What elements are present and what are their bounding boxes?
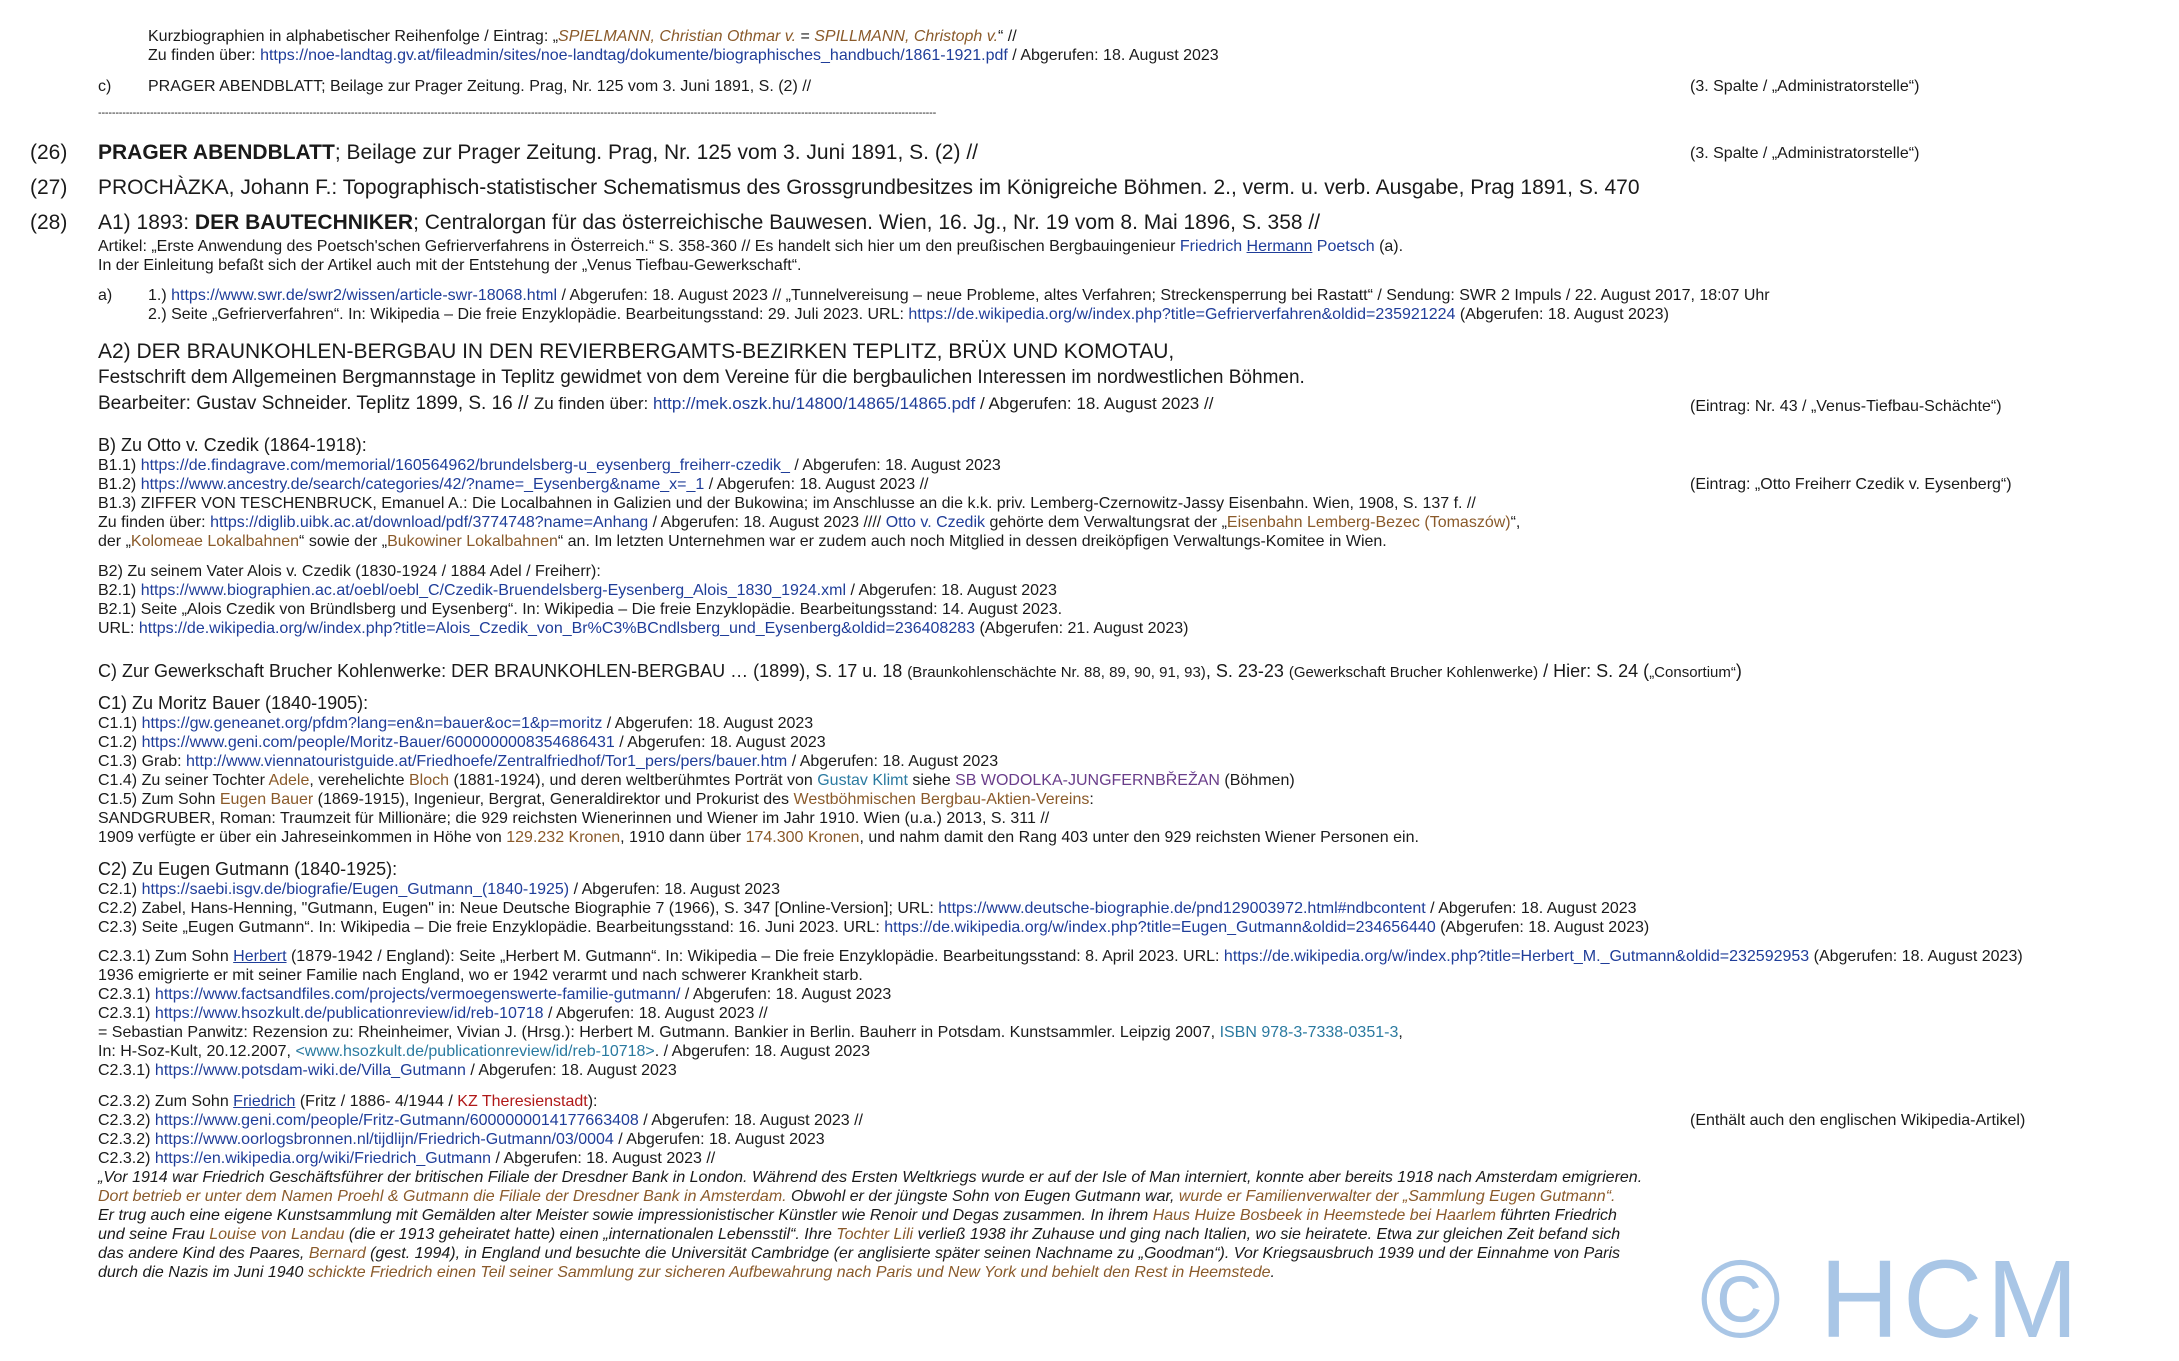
text: Artikel: „Erste Anwendung des Poetsch'schen Gefrierverfahrens in Österreich.“ S. 358-360 // Es handelt sich hier um den preußischen Bergbauingenieur [98, 238, 1180, 255]
text: Bernard [308, 1245, 366, 1262]
hcm-watermark: © HCM [1700, 1238, 2083, 1361]
entry-number-26: (26) [30, 141, 68, 164]
text: das andere Kind des Paares, [98, 1245, 309, 1262]
findagrave-link[interactable]: https://de.findagrave.com/memorial/160564962/brundelsberg-u_eysenberg_freiherr-czedik_ [140, 457, 790, 474]
text: , 1910 dann über [620, 829, 746, 846]
herbert-6 [98, 1042, 870, 1061]
ancestry-link[interactable]: https://www.ancestry.de/search/categories/42/?name=_Eysenberg&name_x=_1 [140, 476, 705, 493]
section-b-title: B) Zu Otto v. Czedik (1864-1918): [98, 435, 367, 455]
footnote-a-label: a) [98, 287, 113, 304]
bloch: Bloch [408, 772, 450, 789]
sb-wodolka-link[interactable]: SB WODOLKA-JUNGFERNBŘEŽAN [955, 772, 1220, 789]
entry-number-28: (28) [30, 211, 68, 234]
text: / Abgerufen: 18. August 2023 [846, 582, 1057, 599]
wiki-eugen-link[interactable]: https://de.wikipedia.org/w/index.php?title=Eugen_Gutmann&oldid=234656440 [884, 919, 1436, 936]
text: Louise von Landau [209, 1226, 345, 1243]
text: B1.2) [98, 476, 141, 493]
text: führten Friedrich [1495, 1207, 1617, 1224]
text: , S. 23-23 [1205, 661, 1289, 681]
text: In: H-Soz-Kult, 20.12.2007, [98, 1043, 296, 1060]
geni-fritz-link[interactable]: https://www.geni.com/people/Fritz-Gutmann/6000000014177663408 [154, 1112, 639, 1129]
text: C2.3.1) [98, 986, 155, 1003]
text: (Abgerufen: 18. August 2023) [1435, 919, 1650, 936]
text: (die er 1913 geheiratet hatte) einen „internationalen Lebensstil“. Ihre [344, 1226, 837, 1243]
text: wurde er Familienverwalter der „Sammlung Eugen Gutmann“. [1178, 1188, 1616, 1205]
b2-1 [98, 581, 1057, 600]
isbn-link[interactable]: ISBN 978-3-7338-0351-3 [1219, 1024, 1399, 1041]
text: C2.3.1) [98, 1005, 155, 1022]
friedrich-3 [98, 1130, 825, 1149]
text: (Gewerkschaft Brucher Kohlenwerke) [1288, 664, 1539, 681]
herbert-1 [98, 947, 2023, 966]
text: / Abgerufen: 18. August 2023 [1425, 900, 1637, 917]
text: Zu finden über: [98, 514, 211, 531]
text: Bearbeiter: Gustav Schneider. Teplitz 1899, S. 16 // [98, 393, 534, 414]
text: (Fritz / 1886- 4/1944 / [295, 1093, 458, 1110]
herbert-link[interactable]: Herbert [233, 948, 287, 965]
text: (gest. 1994), in England und besuchte die Universität Cambridge (er anglisierte später seinen Nachname zu „Goodman“). Vor Kriegsausbruch 1939 und der Einnahme von Paris [365, 1245, 1621, 1262]
eisenbahn-lemberg: Eisenbahn Lemberg-Bezec (Tomaszów) [1226, 514, 1511, 531]
wiki-alois-link[interactable]: https://de.wikipedia.org/w/index.php?title=Alois_Czedik_von_Br%C3%BCndlsberg_und_Eysenberg&oldid=236408283 [138, 620, 976, 637]
text: / Abgerufen: 18. August 2023 [680, 986, 892, 1003]
otto-czedik-link[interactable]: Otto v. Czedik [885, 514, 985, 531]
text: , und nahm damit den Rang 403 unter den 929 reichsten Wiener Personen ein. [859, 829, 1419, 846]
diglib-link[interactable]: https://diglib.uibk.ac.at/download/pdf/3774748?name=Anhang [210, 514, 649, 531]
b2-2: B2.1) Seite „Alois Czedik von Bründlsberg und Eysenberg“. In: Wikipedia – Die freie Enzyklopädie. Bearbeitungsstand: 14. August 2023. [98, 601, 1063, 618]
entry-27-text: PROCHÀZKA, Johann F.: Topographisch-statistischer Schematismus des Grossgrundbesitzes im Königreiche Böhmen. 2., verm. u. verb. Ausgabe, Prag 1891, S. 470 [98, 176, 1640, 199]
name-spielmann: SPIELMANN, Christian Othmar v. [558, 28, 797, 45]
einleitung-line: In der Einleitung befaßt sich der Artikel auch mit der Entstehung der „Venus Tiefbau-Gewerkschaft“. [98, 257, 802, 274]
text: B2.1) [98, 582, 141, 599]
biographien-link[interactable]: https://www.biographien.ac.at/oebl/oebl_C/Czedik-Bruendelsberg-Eysenberg_Alois_1830_1924.xml [140, 582, 846, 599]
text: 2.) Seite „Gefrierverfahren“. In: Wikipedia – Die freie Enzyklopädie. Bearbeitungsstand: 29. Juli 2023. URL: [148, 306, 909, 323]
text: verließ 1938 ihr Zuhause und ging nach Italien, wo sie heiratete. Etwa zur gleichen Zeit befand sich [913, 1226, 1621, 1243]
b1-2-right: (Eintrag: „Otto Freiherr Czedik v. Eysenberg“) [1690, 476, 2012, 493]
text: (Abgerufen: 18. August 2023) [1455, 306, 1669, 323]
artikel-line [98, 237, 1403, 256]
herbert-2: 1936 emigrierte er mit seiner Familie nach England, wo er 1942 verarmt und nach schwerer Krankheit starb. [98, 967, 863, 984]
c2-3 [98, 918, 1649, 937]
text: siehe [907, 772, 956, 789]
text: ) [1735, 661, 1742, 681]
text: ; Centralorgan für das österreichische Bauwesen. Wien, 16. Jg., Nr. 19 vom 8. Mai 1896, S. 358 // [413, 211, 1321, 234]
quote-4 [98, 1225, 1620, 1244]
text: / Abgerufen: 18. August 2023 [787, 753, 999, 770]
text: C) Zur Gewerkschaft Brucher Kohlenwerke: DER BRAUNKOHLEN-BERGBAU … (1899), S. 17 u. 18 [98, 661, 908, 681]
text: C2.3.2) Zum Sohn [98, 1093, 234, 1110]
quote-2 [98, 1187, 1615, 1206]
text: / Abgerufen: 18. August 2023 // [491, 1150, 716, 1167]
deutsche-biographie-link[interactable]: https://www.deutsche-biographie.de/pnd129003972.html#ndbcontent [938, 900, 1426, 917]
text: . [1270, 1264, 1275, 1281]
link-friedrich[interactable]: Friedrich [1179, 238, 1247, 255]
friedrich-link[interactable]: Friedrich [233, 1093, 296, 1110]
text: / Abgerufen: 18. August 2023 [465, 1062, 677, 1079]
b2-title: B2) Zu seinem Vater Alois v. Czedik (1830-1924 / 1884 Adel / Freiherr): [98, 563, 601, 580]
link-poetsch[interactable]: Poetsch [1312, 238, 1375, 255]
text: B1.1) [98, 457, 141, 474]
text: URL: [98, 620, 139, 637]
text: , verehelichte [309, 772, 409, 789]
text: / Abgerufen: 18. August 2023 // [704, 476, 929, 493]
gefrierverfahren-link[interactable]: https://de.wikipedia.org/w/index.php?title=Gefrierverfahren&oldid=235921224 [908, 306, 1456, 323]
text: C1.1) [98, 715, 142, 732]
noe-landtag-link[interactable]: https://noe-landtag.gv.at/fileadmin/sites/noe-landtag/dokumente/biographisches_handbuch/1861-1921.pdf [260, 47, 1008, 64]
swr-link[interactable]: https://www.swr.de/swr2/wissen/article-swr-18068.html [171, 287, 558, 304]
text: C1.5) Zum Sohn [98, 791, 220, 808]
text: und seine Frau [98, 1226, 210, 1243]
entry-26-right: (3. Spalte / „Administratorstelle“) [1690, 145, 1920, 162]
bukowiner: Bukowiner Lokalbahnen [387, 533, 558, 550]
text: C2.3.2) [98, 1131, 155, 1148]
text: (1879-1942 / England): Seite „Herbert M. Gutmann“. In: Wikipedia – Die freie Enzyklopädie. Bearbeitungsstand: 8. April 2023. URL: [286, 948, 1224, 965]
text: / Abgerufen: 18. August 2023 // „Tunnelvereisung – neue Probleme, altes Verfahren; Streckensperrung bei Rastatt“ / Sendung: SWR 2 Impuls / 22. August 2017, 18:07 Uhr [557, 287, 1770, 304]
text: / Abgerufen: 18. August 2023 //// [648, 514, 886, 531]
eugen-bauer: Eugen Bauer [219, 791, 314, 808]
oorlogsbronnen-link[interactable]: https://www.oorlogsbronnen.nl/tijdlijn/Friedrich-Gutmann/03/0004 [154, 1131, 614, 1148]
b1-1 [98, 456, 1001, 475]
geneanet-link[interactable]: https://gw.geneanet.org/pfdm?lang=en&n=bauer&oc=1&p=moritz [141, 715, 603, 732]
text: Tochter Lili [836, 1226, 914, 1243]
text: C2.3) Seite „Eugen Gutmann“. In: Wikipedia – Die freie Enzyklopädie. Bearbeitungsstand: 16. Juni 2023. URL: [98, 919, 885, 936]
text: , [1398, 1024, 1403, 1041]
text: C1.3) Grab: [98, 753, 187, 770]
factsandfiles-link[interactable]: https://www.factsandfiles.com/projects/vermoegenswerte-familie-gutmann/ [154, 986, 681, 1003]
kurzbiographien-line [148, 27, 1017, 46]
text: / Abgerufen: 18. August 2023 [613, 1131, 825, 1148]
footnote-a-1 [148, 286, 1770, 305]
text: “ an. Im letzten Unternehmen war er zudem auch noch Mitglied in dessen dreiköpfigen Verwaltungs-Komitee in Wien. [557, 533, 1387, 550]
text: ): [587, 1093, 598, 1110]
text: schickte Friedrich einen Teil seiner Sammlung zur sicheren Aufbewahrung nach Paris und New York und behielt den Rest in Heemstede [307, 1264, 1271, 1281]
quote-3 [98, 1206, 1617, 1225]
text: / Abgerufen: 18. August 2023 // [975, 394, 1214, 413]
text: . / Abgerufen: 18. August 2023 [654, 1043, 871, 1060]
text: Zu finden über: [148, 47, 261, 64]
name-spillmann: SPILLMANN, Christoph v. [814, 28, 999, 45]
c1-4 [98, 771, 1295, 790]
footnote-c-right: (3. Spalte / „Administratorstelle“) [1690, 78, 1920, 95]
text: / Abgerufen: 18. August 2023 // [543, 1005, 768, 1022]
text: / Abgerufen: 18. August 2023 [602, 715, 814, 732]
a2-line-2: Festschrift dem Allgemeinen Bergmannstage in Teplitz gewidmet von dem Vereine für die bergbaulichen Interessen im nordwestlichen Böhmen. [98, 367, 1305, 388]
text: A1) 1893: [98, 211, 195, 234]
c1-1 [98, 714, 813, 733]
text: 1.) [148, 287, 172, 304]
footnote-c-text: PRAGER ABENDBLATT; Beilage zur Prager Zeitung. Prag, Nr. 125 vom 3. Juni 1891, S. (2) // [148, 78, 812, 95]
entry-28-a1 [98, 210, 1320, 236]
text: der „ [98, 533, 131, 550]
text: “ sowie der „ [299, 533, 388, 550]
c2-1 [98, 880, 780, 899]
b1-3: B1.3) ZIFFER VON TESCHENBRUCK, Emanuel A.: Die Localbahnen in Galizien und der Bukowina; im Anschlusse an die k.k. priv. Lemberg-Czernowitz-Jassy Eisenbahn. Wien, 1908, S. 137 f. // [98, 495, 1476, 512]
text: Dort betrieb er unter dem Namen Proehl & Gutmann die Filiale der Dresdner Bank in Amsterdam. [98, 1188, 787, 1205]
text: Er trug auch eine eigene Kunstsammlung mit Gemälden alter Meister sowie impressionistischer Künstler wie Renoir und Degas zusammen. In ihrem [98, 1207, 1153, 1224]
text: C2.3.1) Zum Sohn [98, 948, 234, 965]
mek-link[interactable]: http://mek.oszk.hu/14800/14865/14865.pdf [652, 394, 976, 413]
entry-number-27: (27) [30, 176, 68, 199]
friedrich-4 [98, 1149, 715, 1168]
gustav-klimt: Gustav Klimt [817, 772, 908, 789]
friedrich-1 [98, 1092, 597, 1111]
herbert-3 [98, 985, 891, 1004]
text: : [1089, 791, 1094, 808]
text: Haus Huize Bosbeek in Heemstede bei Haarlem [1152, 1207, 1496, 1224]
wiki-herbert-link[interactable]: https://de.wikipedia.org/w/index.php?title=Herbert_M._Gutmann&oldid=232592953 [1223, 948, 1810, 965]
b1-2 [98, 475, 928, 494]
footnote-c-label: c) [98, 78, 112, 95]
c1-title: C1) Zu Moritz Bauer (1840-1905): [98, 693, 369, 713]
text: Zu finden über: [533, 394, 653, 413]
a2-line-1: A2) DER BRAUNKOHLEN-BERGBAU IN DEN REVIERBERGAMTS-BEZIRKEN TEPLITZ, BRÜX UND KOMOTAU, [98, 340, 1175, 363]
text: gehörte dem Verwaltungsrat der „ [985, 514, 1227, 531]
footnote-a-2 [148, 305, 1669, 324]
westboehmischen: Westböhmischen Bergbau-Aktien-Vereins [793, 791, 1090, 808]
kolomeae: Kolomeae Lokalbahnen [130, 533, 300, 550]
text: durch die Nazis im Juni 1940 [98, 1264, 308, 1281]
text: C2.3.2) [98, 1150, 155, 1167]
text: (Abgerufen: 18. August 2023) [1809, 948, 2023, 965]
herbert-5 [98, 1023, 1403, 1042]
text: C2.1) [98, 881, 142, 898]
hsozkult-ref-link[interactable]: <www.hsozkult.de/publicationreview/id/reb-10718> [295, 1043, 655, 1060]
text: (Braunkohlenschächte Nr. 88, 89, 90, 91, 93) [907, 664, 1206, 681]
text: C2.2) Zabel, Hans-Henning, "Gutmann, Eugen" in: Neue Deutsche Biographie 7 (1966), S. 347 [Online-Version]; URL: [98, 900, 939, 917]
entry-26 [98, 140, 978, 166]
friedrich-2 [98, 1111, 863, 1130]
text: / Abgerufen: 18. August 2023 [569, 881, 780, 898]
text: Obwohl er der jüngste Sohn von Eugen Gutmann war, [786, 1188, 1179, 1205]
wiki-en-friedrich-link[interactable]: https://en.wikipedia.org/wiki/Friedrich_Gutmann [154, 1150, 492, 1167]
text: / Hier: S. 24 ( [1538, 661, 1650, 681]
bautechniker-title: DER BAUTECHNIKER [194, 211, 414, 234]
income-1909: 129.232 Kronen [506, 829, 621, 846]
friedrich-2-right: (Enthält auch den englischen Wikipedia-Artikel) [1690, 1112, 2026, 1129]
c1-3 [98, 752, 998, 771]
text: Kurzbiographien in alphabetischer Reihenfolge / Eintrag: „ [148, 28, 559, 45]
text: “, [1510, 514, 1521, 531]
c2-title: C2) Zu Eugen Gutmann (1840-1925): [98, 859, 398, 879]
section-c-title [98, 660, 1742, 684]
herbert-4 [98, 1004, 768, 1023]
text: (Abgerufen: 21. August 2023) [975, 620, 1189, 637]
c1-5 [98, 790, 1094, 809]
entry-26-title: PRAGER ABENDBLATT [98, 141, 335, 164]
sandgruber-1: SANDGRUBER, Roman: Traumzeit für Millionäre; die 929 reichsten Wienerinnen und Wiener im Jahr 1910. Wien (u.a.) 2013, S. 311 // [98, 810, 1050, 827]
sandgruber-2 [98, 828, 1419, 847]
adele: Adele [268, 772, 310, 789]
text: C2.3.2) [98, 1112, 155, 1129]
viennatouristguide-link[interactable]: http://www.viennatouristguide.at/Friedhoefe/Zentralfriedhof/Tor1_pers/pers/bauer.htm [186, 753, 788, 770]
hsozkult-link[interactable]: https://www.hsozkult.de/publicationreview/id/reb-10718 [154, 1005, 544, 1022]
text: = [796, 28, 815, 45]
text: „Consortium“ [1649, 664, 1736, 681]
income-1910: 174.300 Kronen [745, 829, 860, 846]
saebi-link[interactable]: https://saebi.isgv.de/biografie/Eugen_Gutmann_(1840-1925) [141, 881, 570, 898]
quote-5 [98, 1244, 1620, 1263]
text: / Abgerufen: 18. August 2023 [1007, 47, 1219, 64]
herbert-7 [98, 1061, 677, 1080]
text: (1881-1924), und deren weltberühmtes Porträt von [449, 772, 818, 789]
c1-2 [98, 733, 826, 752]
kz-theresienstadt: KZ Theresienstadt [457, 1093, 588, 1110]
text: C2.3.1) [98, 1062, 155, 1079]
entry-26-text: ; Beilage zur Prager Zeitung. Prag, Nr. 125 vom 3. Juni 1891, S. (2) // [334, 141, 978, 164]
text: (1869-1915), Ingenieur, Bergrat, Generaldirektor und Prokurist des [313, 791, 794, 808]
text: / Abgerufen: 18. August 2023 [614, 734, 826, 751]
b2-3 [98, 619, 1189, 638]
c2-2 [98, 899, 1637, 918]
potsdam-wiki-link[interactable]: https://www.potsdam-wiki.de/Villa_Gutmann [154, 1062, 466, 1079]
zu-finden-1 [98, 513, 1520, 532]
noe-landtag-line [148, 46, 1219, 65]
quote-6 [98, 1263, 1275, 1282]
text: “ // [998, 28, 1017, 45]
text: = Sebastian Panwitz: Rezension zu: Rheinheimer, Vivian J. (Hrsg.): Herbert M. Gutmann. Bankier in Berlin. Bauherr in Potsdam. Kunstsammler. Leipzig 2007, [98, 1024, 1220, 1041]
a2-right: (Eintrag: Nr. 43 / „Venus-Tiefbau-Schächte“) [1690, 398, 2002, 415]
text: / Abgerufen: 18. August 2023 // [638, 1112, 863, 1129]
text: (Böhmen) [1219, 772, 1295, 789]
a2-line-3 [98, 393, 1213, 415]
quote-1: „Vor 1914 war Friedrich Geschäftsführer der britischen Filiale der Dresdner Bank in London. Während des Ersten Weltkriegs wurde er auf der Isle of Man interniert, konnte aber bereits 1918 nach Amsterdam emigrieren. [98, 1169, 1643, 1186]
text: / Abgerufen: 18. August 2023 [789, 457, 1001, 474]
text: (a). [1374, 238, 1404, 255]
link-hermann[interactable]: Hermann [1246, 238, 1313, 255]
geni-bauer-link[interactable]: https://www.geni.com/people/Moritz-Bauer/6000000008354686431 [141, 734, 615, 751]
zu-finden-2 [98, 532, 1387, 551]
text: C1.4) Zu seiner Tochter [98, 772, 269, 789]
text: C1.2) [98, 734, 142, 751]
text: 1909 verfügte er über ein Jahreseinkommen in Höhe von [98, 829, 507, 846]
divider: -------------------------------------------------------------------------------------------------------------------------------------------------------------------------------------------------------------------------------------------------- [98, 107, 937, 119]
